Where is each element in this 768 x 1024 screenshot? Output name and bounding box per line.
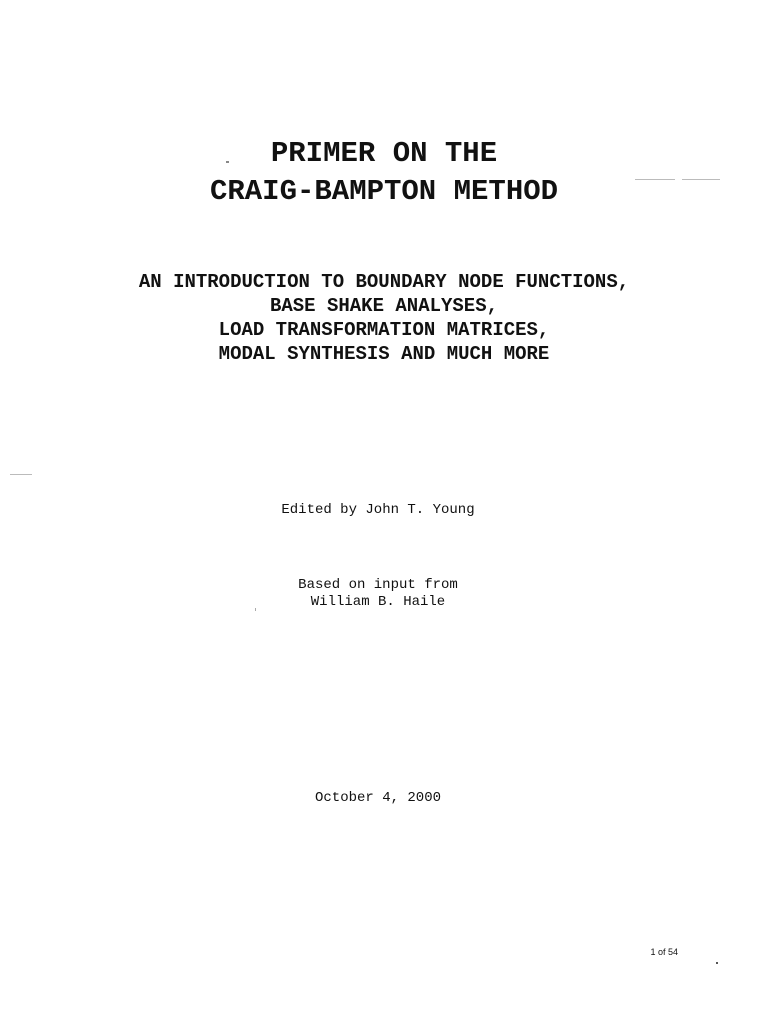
subtitle-line-2: BASE SHAKE ANALYSES, xyxy=(269,295,499,317)
scan-speck xyxy=(682,179,720,180)
editor-line: Edited by John T. Young xyxy=(281,502,475,518)
document-date xyxy=(0,790,762,807)
page-number: 1 of 54 xyxy=(650,947,678,957)
date-line: October 4, 2000 xyxy=(314,790,442,806)
input-credit xyxy=(0,577,762,611)
document-title xyxy=(0,135,768,211)
title-line-1: PRIMER ON THE xyxy=(270,137,498,170)
subtitle-line-1: AN INTRODUCTION TO BOUNDARY NODE FUNCTIONS, xyxy=(138,271,630,293)
scan-speck xyxy=(255,608,256,611)
subtitle-line-3: LOAD TRANSFORMATION MATRICES, xyxy=(218,319,550,341)
document-subtitle xyxy=(0,270,768,366)
input-line-2: William B. Haile xyxy=(310,594,446,610)
scan-speck xyxy=(10,474,32,475)
input-line-1: Based on input from xyxy=(298,577,458,593)
title-line-2: CRAIG-BAMPTON METHOD xyxy=(209,175,559,208)
editor-credit xyxy=(0,502,762,519)
scan-speck xyxy=(226,161,229,163)
scan-speck xyxy=(716,962,718,964)
scan-speck xyxy=(635,179,675,180)
subtitle-line-4: MODAL SYNTHESIS AND MUCH MORE xyxy=(218,343,550,365)
